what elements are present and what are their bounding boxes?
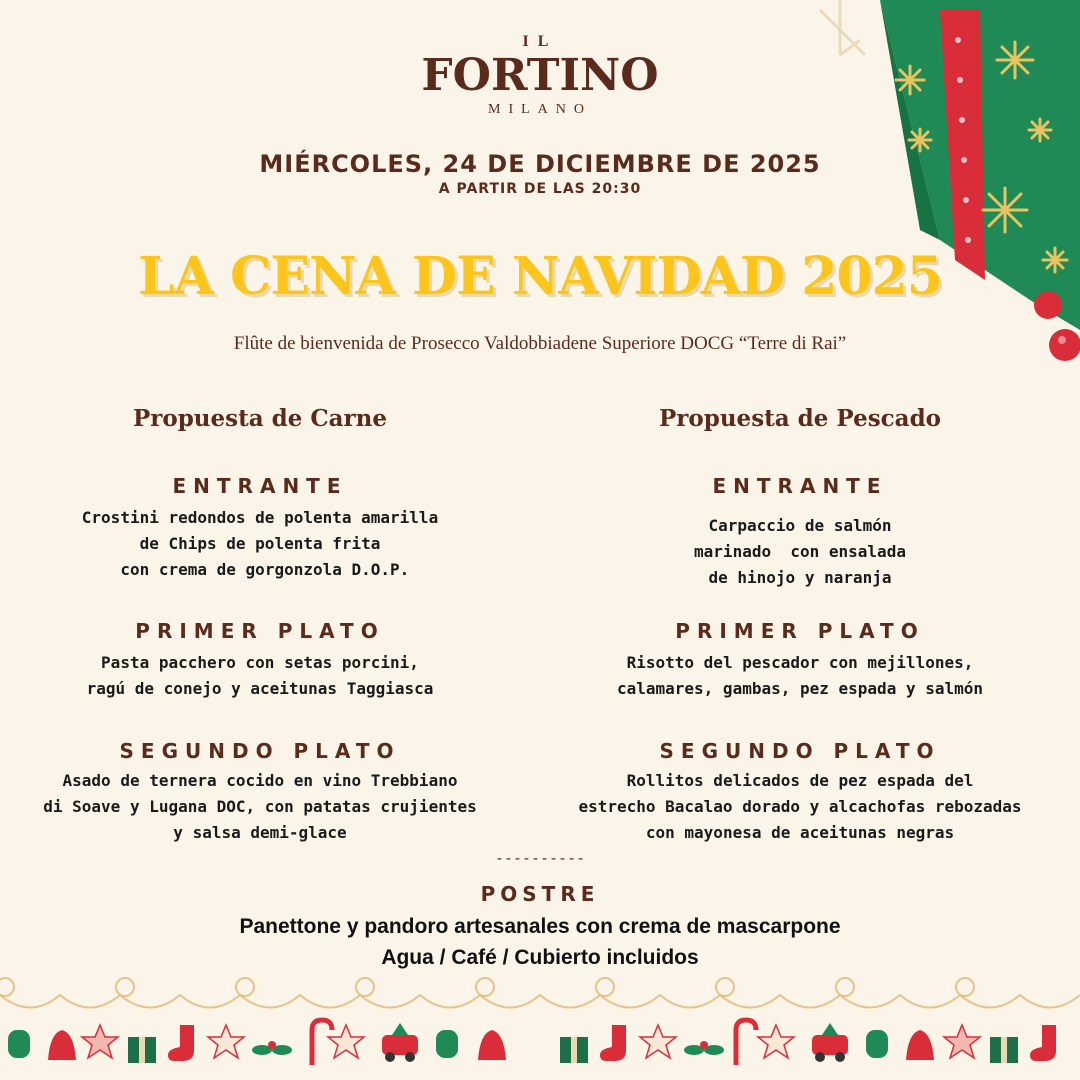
fish-first-label: PRIMER PLATO	[675, 619, 925, 643]
logo-name: FORTINO	[421, 50, 659, 101]
fish-starter-label: ENTRANTE	[712, 474, 888, 498]
fish-starter: Carpaccio de salmón marinado con ensalada de hinojo y naranja	[694, 516, 906, 587]
dessert-line-1: Panettone y pandoro artesanales con crema de mascarpone	[239, 915, 841, 938]
meat-heading: Propuesta de Carne	[132, 405, 388, 432]
event-time: A PARTIR DE LAS 20:30	[438, 181, 642, 197]
meat-starter-label: ENTRANTE	[172, 474, 348, 498]
meat-second-label: SEGUNDO PLATO	[119, 739, 401, 763]
fish-second: Rollitos delicados de pez espada del estrecho Bacalao dorado y alcachofas rebozadas con mayonesa de aceitunas negras	[578, 771, 1022, 842]
meat-first: Pasta pacchero con setas porcini, ragú de conejo y aceitunas Taggiasca	[86, 653, 434, 698]
logo-city: MILANO	[488, 102, 592, 117]
dessert-divider: ----------	[494, 849, 586, 867]
christmas-garland	[0, 975, 1080, 1080]
fish-first: Risotto del pescador con mejillones, calamares, gambas, pez espada y salmón	[616, 653, 984, 698]
meat-second: Asado de ternera cocido en vino Trebbiano di Soave y Lugana DOC, con patatas crujientes y salsa demi-glace	[43, 771, 477, 842]
dessert-label: POSTRE	[480, 882, 600, 906]
logo-prefix: IL	[522, 33, 558, 50]
meat-first-label: PRIMER PLATO	[135, 619, 385, 643]
event-title: LA CENA DE NAVIDAD 2025	[138, 246, 942, 307]
included-line: Agua / Café / Cubierto incluidos	[381, 946, 699, 969]
event-date: MIÉRCOLES, 24 DE DICIEMBRE DE 2025	[259, 150, 821, 178]
fish-second-label: SEGUNDO PLATO	[659, 739, 941, 763]
fish-heading: Propuesta de Pescado	[659, 405, 941, 432]
meat-starter: Crostini redondos de polenta amarilla de Chips de polenta frita con crema de gorgonzola D.O.P.	[81, 508, 439, 579]
event-intro: Flûte de bienvenida de Prosecco Valdobbiadene Superiore DOCG “Terre di Rai”	[233, 333, 847, 354]
